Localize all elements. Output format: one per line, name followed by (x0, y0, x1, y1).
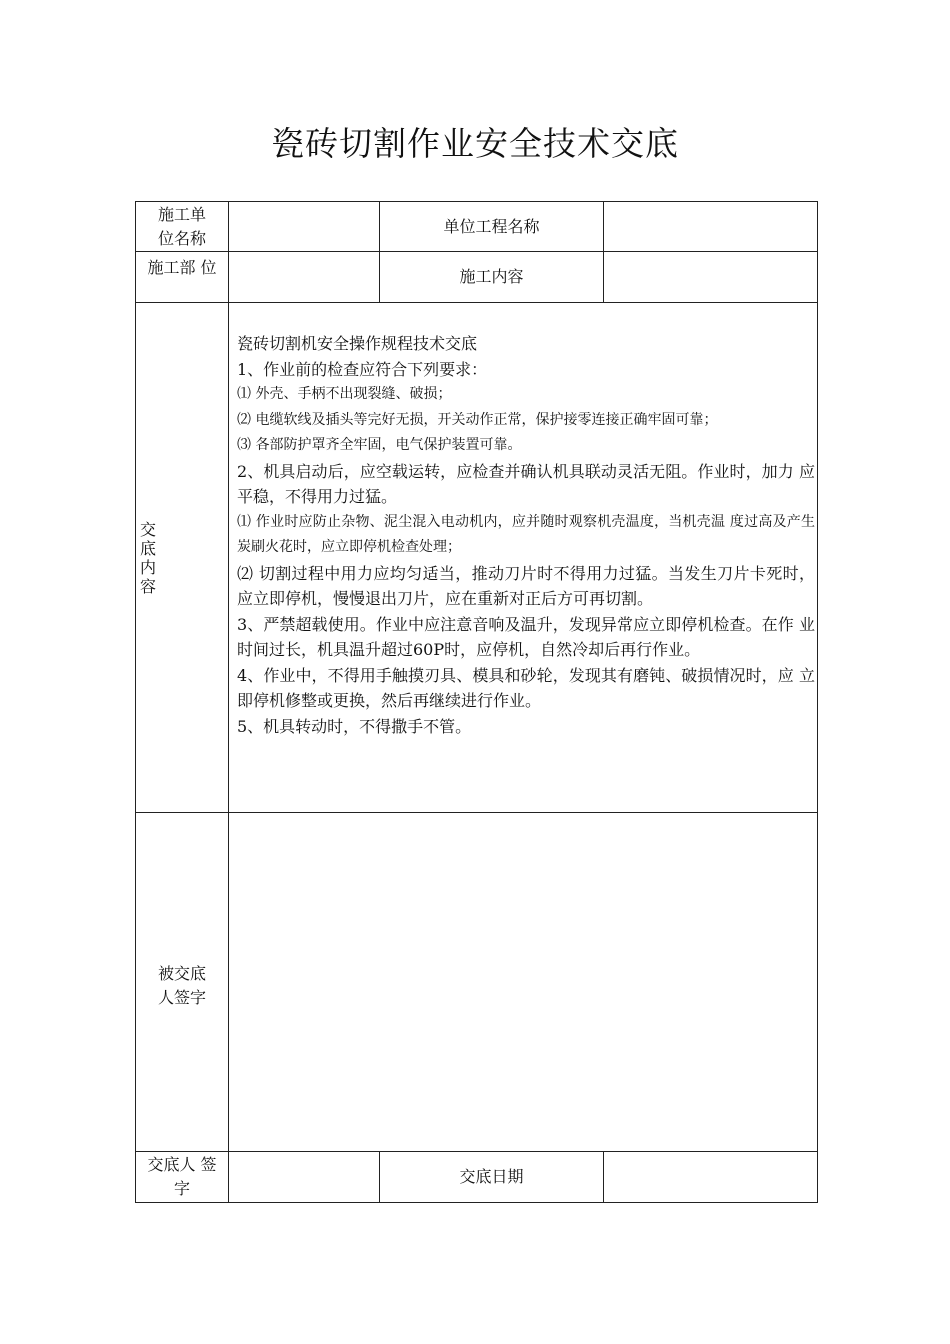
row-briefer (136, 1152, 818, 1203)
unit-name-value[interactable] (229, 202, 380, 252)
construction-content-label: 施工内容 (380, 252, 604, 303)
briefing-line: ⑵ 电缆软线及插头等完好无损，开关动作正常，保护接零连接正确牢固可靠； (237, 411, 718, 428)
location-label: 施工部 位 (136, 252, 229, 303)
location-value[interactable] (229, 252, 380, 303)
briefing-line: 5、机具转动时，不得撒手不管。 (237, 716, 472, 736)
briefing-content-label: 交 底 内 容 (136, 303, 229, 813)
row-unit (136, 202, 818, 252)
briefing-form (135, 201, 818, 1203)
unit-name-label: 施工单 位名称 (136, 202, 229, 252)
project-name-value[interactable] (604, 202, 818, 252)
briefing-content-text (229, 303, 818, 813)
briefer-signature-label: 交底人 签 字 (136, 1152, 229, 1203)
row-location (136, 252, 818, 303)
briefing-line: ⑴ 外壳、手柄不出现裂缝、破损； (237, 386, 452, 402)
briefer-signature-value[interactable] (229, 1152, 380, 1203)
briefing-line: ⑶ 各部防护罩齐全牢固，电气保护装置可靠。 (237, 437, 522, 453)
briefing-line: 2、机具启动后，应空载运转，应检查并确认机具联动灵活无阻。作业时，加力 应平稳，不得用力过猛。 (237, 461, 815, 506)
row-briefing (136, 303, 818, 813)
briefing-date-label: 交底日期 (380, 1152, 604, 1203)
briefing-line: 3、严禁超载使用。作业中应注意音响及温升，发现异常应立即停机检查。在作 业时间过长，机具温升超过60P时，应停机，自然冷却后再行作业。 (237, 614, 815, 659)
recipient-signature-area[interactable] (229, 813, 818, 1152)
briefing-line: ⑴ 作业时应防止杂物、泥尘混入电动机内，应并随时观察机壳温度，当机壳温 度过高及产生炭刷火花时，应立即停机检查处理； (237, 513, 815, 555)
page-title: 瓷砖切割作业安全技术交底 (271, 124, 679, 163)
briefing-date-value[interactable] (604, 1152, 818, 1203)
briefing-line: 1、作业前的检查应符合下列要求： (237, 359, 488, 379)
project-name-label: 单位工程名称 (380, 202, 604, 252)
briefing-line: ⑵ 切割过程中用力应均匀适当，推动刀片时不得用力过猛。当发生刀片卡死时，应立即停机，慢慢退出刀片，应在重新对正后方可再切割。 (237, 563, 815, 608)
construction-content-value[interactable] (604, 252, 818, 303)
briefing-line: 4、作业中，不得用手触摸刃具、模具和砂轮，发现其有磨钝、破损情况时，应 立即停机修整或更换，然后再继续进行作业。 (237, 665, 815, 710)
briefing-line: 瓷砖切割机安全操作规程技术交底 (237, 334, 478, 353)
recipient-signature-label: 被交底 人签字 (136, 813, 229, 1152)
row-recipient (136, 813, 818, 1152)
